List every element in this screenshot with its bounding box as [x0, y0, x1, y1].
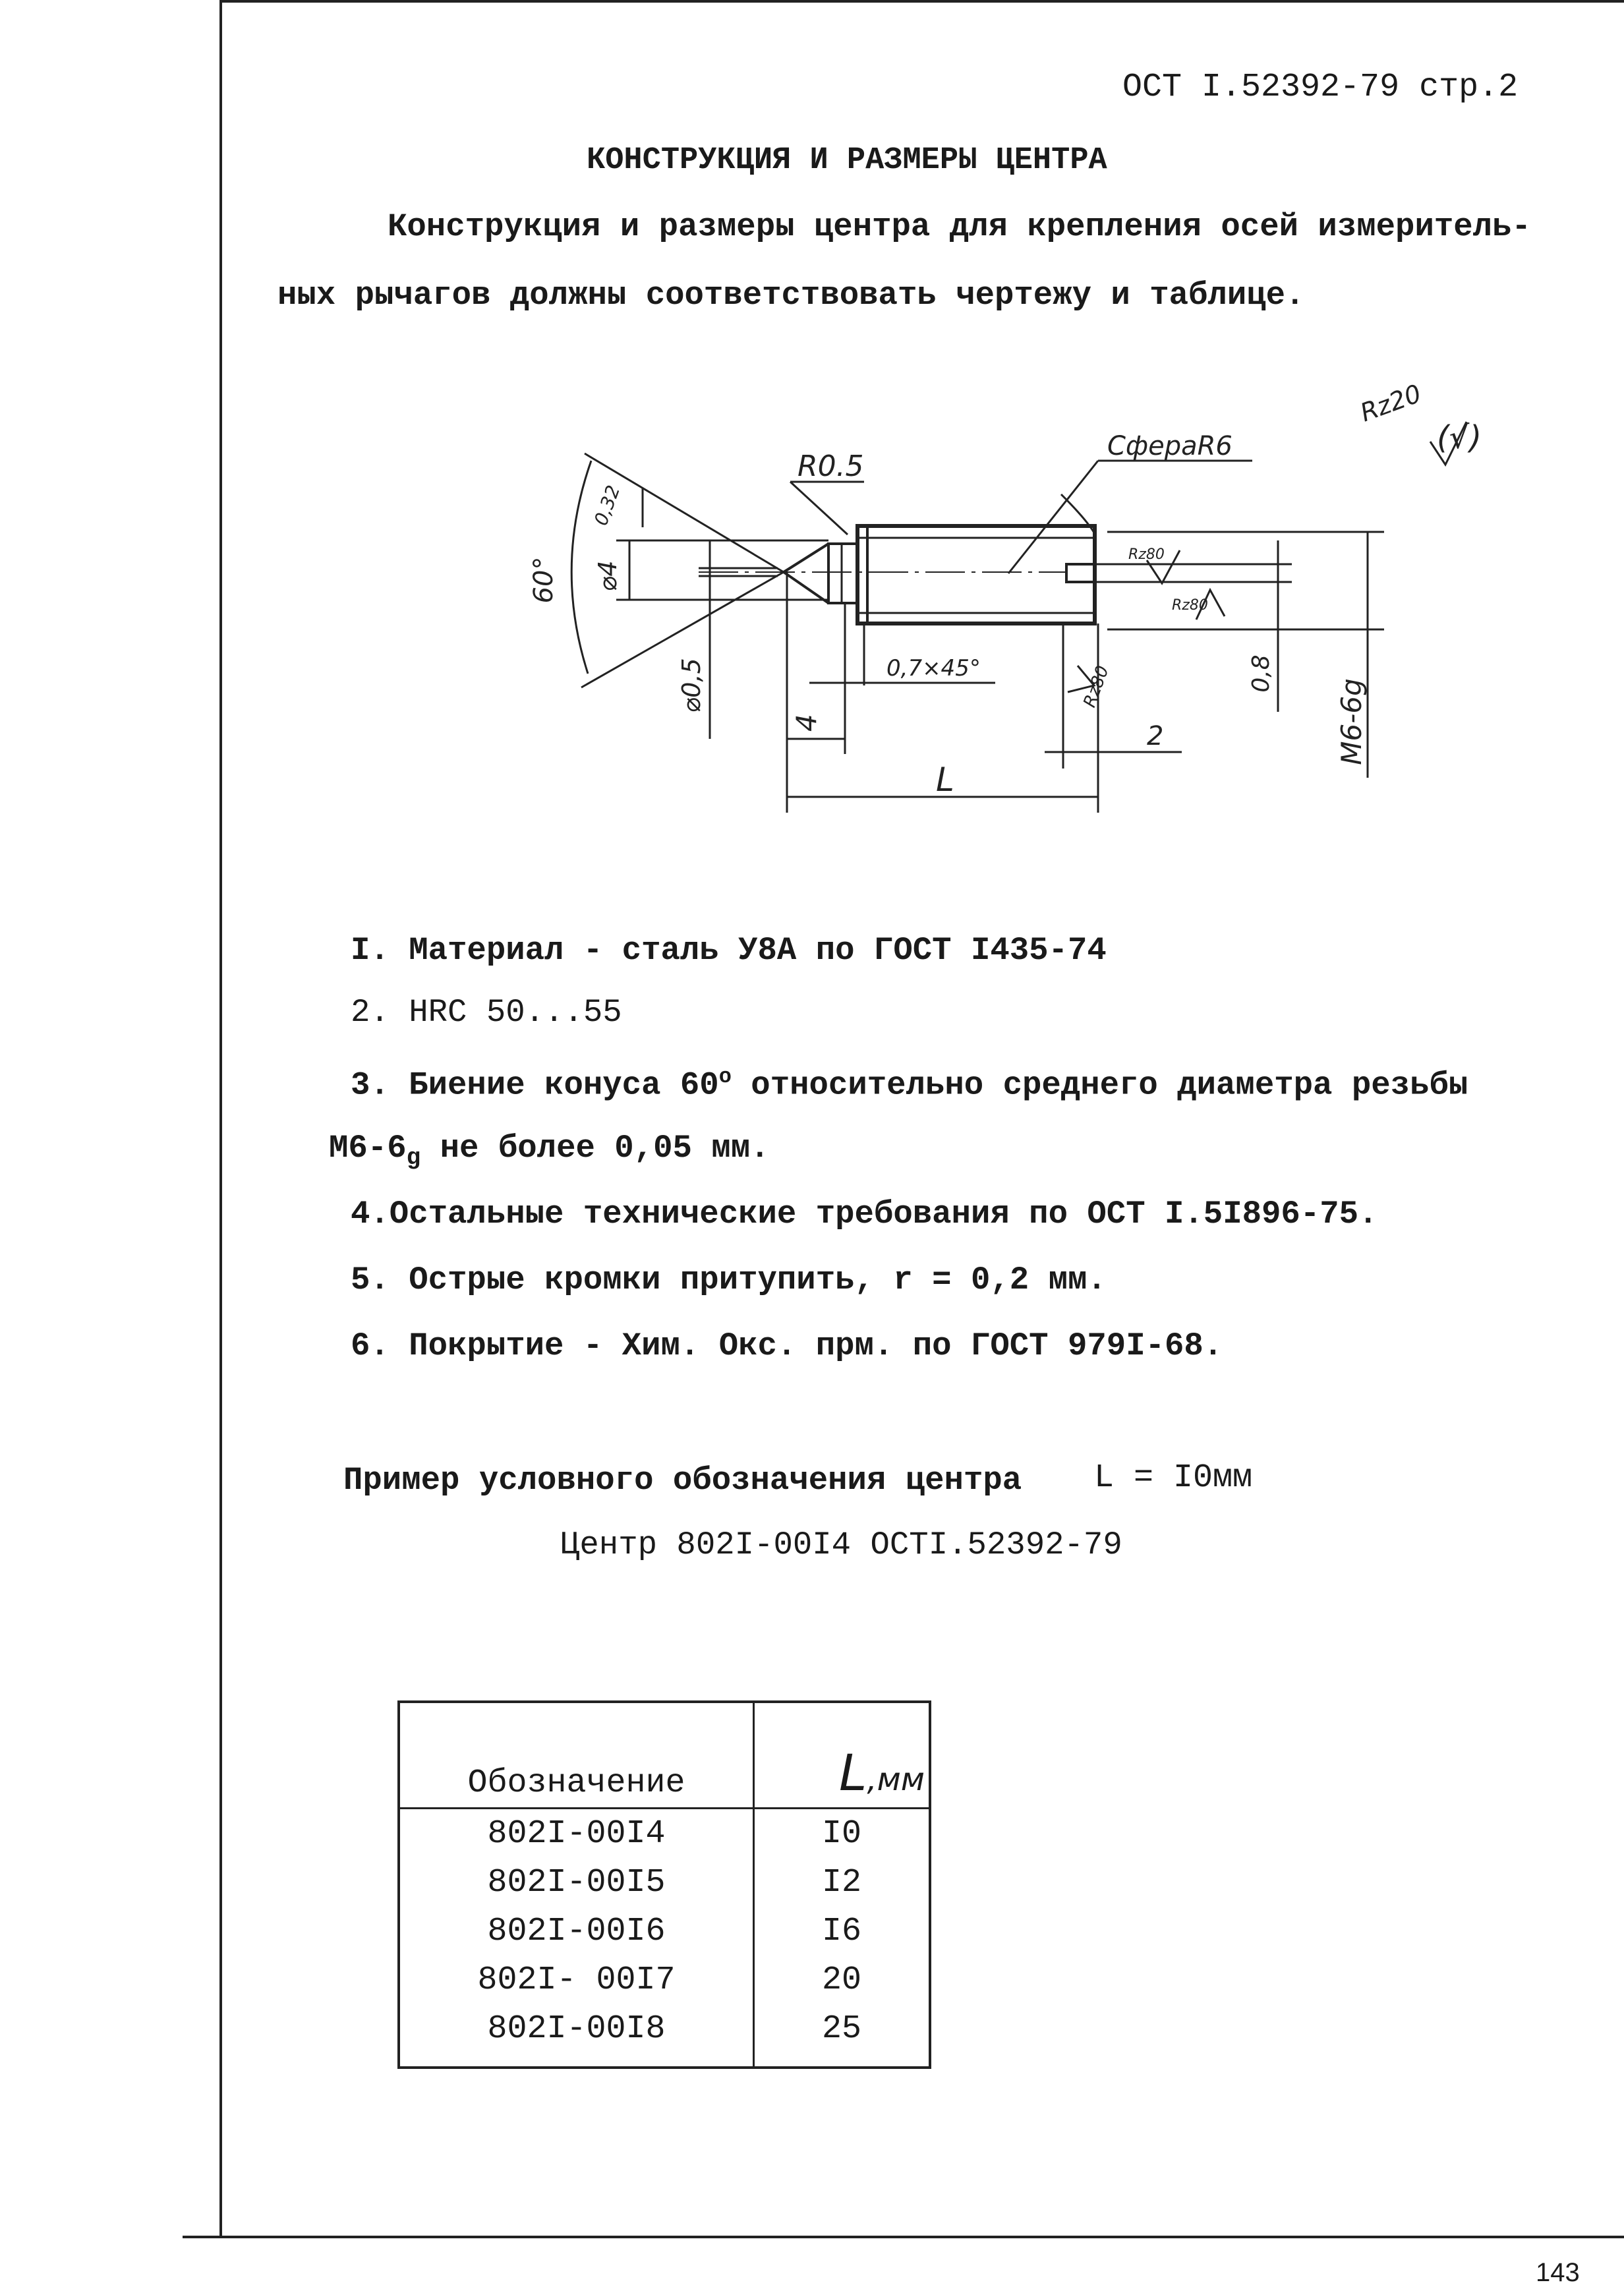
diameter-05-label: ⌀0,5 [677, 658, 706, 713]
row-length: I0 [754, 1809, 931, 1859]
sphere-label: СфераR6 [1107, 431, 1232, 461]
angle-label: 60° [529, 556, 559, 604]
note-3-text-c: не более 0,05 мм. [420, 1130, 770, 1167]
note-3-text-a: 3. Биение конуса 60 [351, 1066, 719, 1104]
header-length [754, 1702, 931, 1809]
roughness-general: Rz20 [1356, 378, 1426, 428]
note-3-thread: М6-6 [329, 1130, 407, 1167]
note-2: 2. HRC 50...55 [351, 994, 622, 1031]
screw-body [857, 526, 1095, 624]
page-title: КОНСТРУКЦИЯ И РАЗМЕРЫ ЦЕНТРА [587, 143, 1107, 178]
example-value: L = I0мм [1094, 1459, 1253, 1497]
note-3-continued [329, 1132, 770, 1170]
note-5: 5. Острые кромки притупить, r = 0,2 мм. [351, 1262, 1107, 1298]
center-part-drawing [0, 0, 1624, 857]
page-number: 143 [1536, 2258, 1580, 2287]
dim-4-label: 4 [790, 714, 823, 732]
example-line-1: Пример условного обозначения центра [343, 1462, 1022, 1499]
radius-label: R0.5 [798, 450, 864, 483]
note-4: 4.Остальные технические требования по ОСТ I.5I896-75. [351, 1196, 1378, 1233]
dim-08-label: 0,8 [1248, 654, 1275, 693]
note-1: I. Материал - сталь У8А по ГОСТ I435-74 [351, 932, 1107, 969]
header-designation: Обозначение [399, 1702, 754, 1809]
table-row [399, 1858, 930, 1907]
frame-bottom-line [183, 2236, 1624, 2238]
note-6: 6. Покрытие - Хим. Окс. прм. по ГОСТ 979I-68. [351, 1327, 1223, 1364]
dim-L-label: L [936, 761, 954, 799]
rz80-label-b: Rz80 [1172, 597, 1208, 614]
header-length-symbol: L [838, 1743, 867, 1802]
designation-table [397, 1700, 931, 2069]
table-row [399, 1809, 930, 1859]
note-3 [351, 1064, 1468, 1104]
table-row [399, 2004, 930, 2068]
intro-line-1: Конструкция и размеры центра для крепления осей измеритель- [388, 208, 1531, 245]
row-code: 802I- 00I7 [399, 1956, 754, 2004]
table-row [399, 1956, 930, 2004]
note-3-thread-sub: g [406, 1144, 421, 1171]
diameter-4-label: ⌀4 [593, 560, 622, 592]
header-length-unit: ,мм [867, 1761, 925, 1798]
thread-label: M6-6g [1335, 678, 1368, 765]
note-3-text-b: относительно среднего диаметра резьбы [731, 1066, 1468, 1104]
row-length: I6 [754, 1907, 931, 1956]
chamfer-label: 0,7×45° [886, 655, 981, 682]
roughness-general-suffix: (√) [1437, 419, 1482, 456]
row-code: 802I-00I6 [399, 1907, 754, 1956]
dim-2-label: 2 [1147, 721, 1164, 751]
rz80-label-a: Rz80 [1128, 546, 1165, 563]
row-length: 20 [754, 1956, 931, 2004]
intro-line-2: ных рычагов должны соответствовать чертежу и таблице. [277, 277, 1305, 314]
row-code: 802I-00I8 [399, 2004, 754, 2068]
row-code: 802I-00I5 [399, 1858, 754, 1907]
row-length: 25 [754, 2004, 931, 2068]
note-3-degree: o [718, 1064, 732, 1089]
table-header-row [399, 1702, 930, 1809]
chamfer-small-label: 0,32 [589, 482, 625, 529]
dimension-labels [529, 379, 1482, 799]
rz80-label-c: Rz80 [1080, 663, 1113, 711]
table-row [399, 1907, 930, 1956]
example-line-2: Центр 802I-00I4 ОСТI.52392-79 [560, 1526, 1122, 1563]
row-length: I2 [754, 1858, 931, 1907]
row-code: 802I-00I4 [399, 1809, 754, 1859]
document-reference: ОСТ I.52392-79 стр.2 [1122, 69, 1519, 106]
